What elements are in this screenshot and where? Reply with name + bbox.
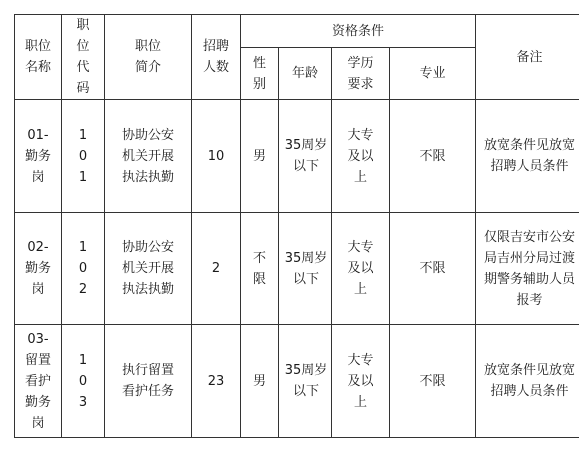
recruitment-table	[14, 14, 579, 438]
cell-major: 不限	[390, 213, 476, 325]
header-major: 专业	[390, 48, 476, 100]
cell-position-name: 01-勤务岗	[15, 100, 62, 213]
cell-gender: 男	[241, 100, 279, 213]
cell-position-code: 102	[62, 213, 105, 325]
cell-position-name: 03-留置看护勤务岗	[15, 325, 62, 438]
header-education: 学历要求	[332, 48, 390, 100]
cell-gender: 男	[241, 325, 279, 438]
cell-major: 不限	[390, 100, 476, 213]
cell-position-desc: 协助公安机关开展执法执勤	[105, 100, 192, 213]
cell-gender: 不限	[241, 213, 279, 325]
cell-education: 大专及以上	[332, 325, 390, 438]
header-qualifications: 资格条件	[241, 15, 476, 48]
header-gender: 性别	[241, 48, 279, 100]
header-position-name: 职位名称	[15, 15, 62, 100]
cell-position-desc: 执行留置看护任务	[105, 325, 192, 438]
header-recruit-count: 招聘人数	[192, 15, 241, 100]
cell-recruit-count: 2	[192, 213, 241, 325]
cell-education: 大专及以上	[332, 213, 390, 325]
cell-major: 不限	[390, 325, 476, 438]
table-row	[15, 325, 579, 438]
cell-recruit-count: 10	[192, 100, 241, 213]
header-remarks: 备注	[476, 15, 579, 100]
cell-remark: 仅限吉安市公安局吉州分局过渡期警务辅助人员报考	[476, 213, 579, 325]
header-position-code: 职位代码	[62, 15, 105, 100]
header-age: 年龄	[279, 48, 332, 100]
cell-position-name: 02-勤务岗	[15, 213, 62, 325]
table-row	[15, 213, 579, 325]
cell-remark: 放宽条件见放宽招聘人员条件	[476, 325, 579, 438]
header-position-desc: 职位简介	[105, 15, 192, 100]
cell-age: 35周岁以下	[279, 213, 332, 325]
cell-age: 35周岁以下	[279, 325, 332, 438]
table-row	[15, 100, 579, 213]
cell-position-desc: 协助公安机关开展执法执勤	[105, 213, 192, 325]
cell-recruit-count: 23	[192, 325, 241, 438]
cell-position-code: 101	[62, 100, 105, 213]
cell-education: 大专及以上	[332, 100, 390, 213]
cell-remark: 放宽条件见放宽招聘人员条件	[476, 100, 579, 213]
cell-position-code: 103	[62, 325, 105, 438]
cell-age: 35周岁以下	[279, 100, 332, 213]
